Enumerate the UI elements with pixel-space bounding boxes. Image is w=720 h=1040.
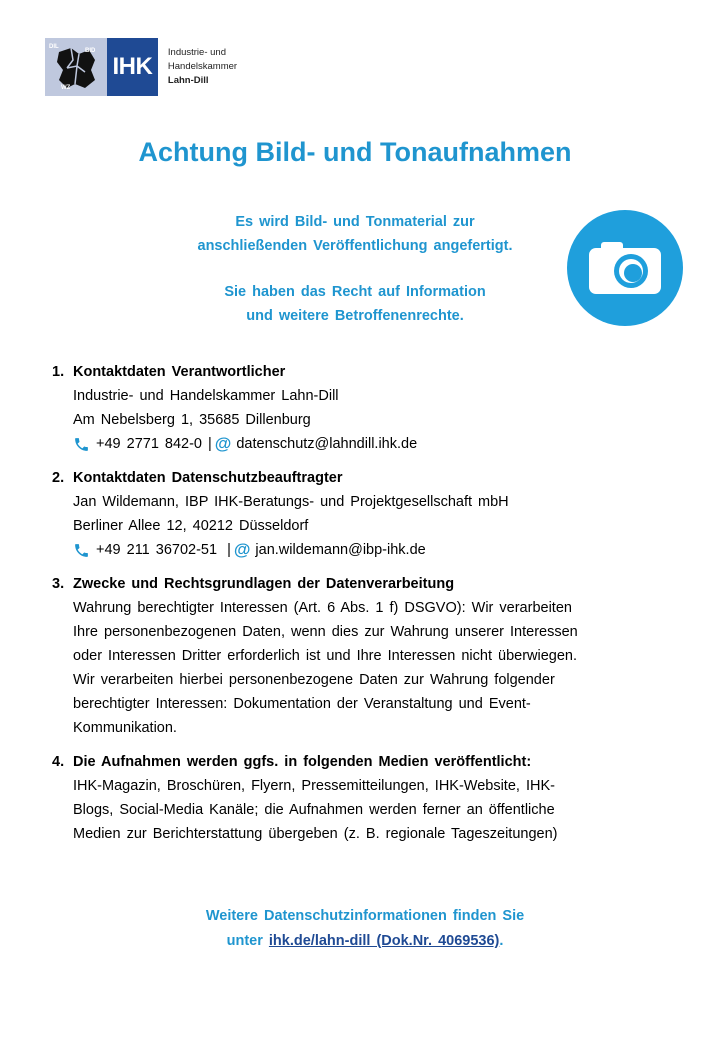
section-number: 3. xyxy=(52,576,65,592)
section-number: 1. xyxy=(52,364,65,380)
email-link[interactable]: jan.wildemann@ibp-ihk.de xyxy=(255,542,426,558)
section-title: Kontaktdaten Datenschutzbeauftragter xyxy=(73,470,343,486)
footer-note xyxy=(0,904,720,954)
intro-line: anschließenden Veröffentlichung angefertigt. xyxy=(197,238,513,254)
ihk-logo xyxy=(45,38,295,96)
section-title: Kontaktdaten Verantwortlicher xyxy=(73,364,286,380)
phone-number: +49 2771 842-0 xyxy=(96,436,202,452)
contact-row xyxy=(73,538,672,562)
footer-line: Weitere Datenschutzinformationen finden Sie xyxy=(205,908,525,924)
at-icon: @ xyxy=(214,434,232,453)
section-line: Industrie- und Handelskammer Lahn-Dill xyxy=(73,388,339,404)
map-label: WZ xyxy=(61,85,71,91)
intro-text xyxy=(150,210,560,328)
intro-line: Es wird Bild- und Tonmaterial zur xyxy=(235,214,475,230)
section-title: Zwecke und Rechtsgrundlagen der Datenverarbeitung xyxy=(73,576,455,592)
section-line: Berliner Allee 12, 40212 Düsseldorf xyxy=(73,518,309,534)
section-line: Am Nebelsberg 1, 35685 Dillenburg xyxy=(73,412,311,428)
map-label: BID xyxy=(85,48,96,54)
phone-number: +49 211 36702-51 xyxy=(96,542,218,558)
section-line: berechtigter Interessen: Dokumentation der Veranstaltung und Event- xyxy=(73,696,531,712)
contact-row xyxy=(73,432,672,456)
region-map-icon xyxy=(45,38,107,96)
section-line: Ihre personenbezogenen Daten, wenn dies zur Wahrung unserer Interessen xyxy=(73,624,578,640)
section-media xyxy=(52,750,672,846)
footer-prefix: unter xyxy=(226,933,263,949)
logo-line-2: Lahn-Dill xyxy=(167,75,209,86)
section-title: Die Aufnahmen werden ggfs. in folgenden Medien veröffentlicht: xyxy=(73,754,532,770)
section-dpo xyxy=(52,466,672,562)
footer-suffix: . xyxy=(499,933,504,949)
info-sections xyxy=(52,360,672,856)
email-link[interactable]: datenschutz@lahndill.ihk.de xyxy=(236,436,418,452)
logo-brand: IHK xyxy=(107,38,158,96)
section-line: oder Interessen Dritter erforderlich ist und Ihre Interessen nicht überwiegen. xyxy=(73,648,577,664)
section-line: Jan Wildemann, IBP IHK-Beratungs- und Projektgesellschaft mbH xyxy=(73,494,509,510)
section-line: Wahrung berechtigter Interessen (Art. 6 Abs. 1 f) DSGVO): Wir verarbeiten xyxy=(73,600,572,616)
section-purposes xyxy=(52,572,672,740)
section-line: IHK-Magazin, Broschüren, Flyern, Pressemitteilungen, IHK-Website, IHK- xyxy=(73,778,555,794)
separator: | xyxy=(227,542,231,558)
intro-line: und weitere Betroffenenrechte. xyxy=(246,308,464,324)
separator: | xyxy=(208,436,212,452)
section-line: Blogs, Social-Media Kanäle; die Aufnahmen werden ferner an öffentliche xyxy=(73,802,555,818)
map-label: DIL xyxy=(49,44,59,50)
phone-icon xyxy=(73,436,90,453)
logo-text xyxy=(168,38,295,96)
document-link[interactable]: ihk.de/lahn-dill (Dok.Nr. 4069536) xyxy=(268,933,500,949)
intro-line: Sie haben das Recht auf Information xyxy=(224,284,486,300)
at-icon: @ xyxy=(233,540,251,559)
section-number: 4. xyxy=(52,754,65,770)
section-controller xyxy=(52,360,672,456)
section-line: Wir verarbeiten hierbei personenbezogene Daten zur Wahrung folgender xyxy=(73,672,555,688)
phone-icon xyxy=(73,542,90,559)
logo-line-1: Industrie- und Handelskammer xyxy=(167,47,238,72)
section-line: Medien zur Berichterstattung übergeben (z. B. regionale Tageszeitungen) xyxy=(73,826,558,842)
section-line: Kommunikation. xyxy=(73,720,177,736)
camera-icon xyxy=(567,210,683,326)
section-number: 2. xyxy=(52,470,65,486)
page-title: Achtung Bild- und Tonaufnahmen xyxy=(138,137,572,167)
